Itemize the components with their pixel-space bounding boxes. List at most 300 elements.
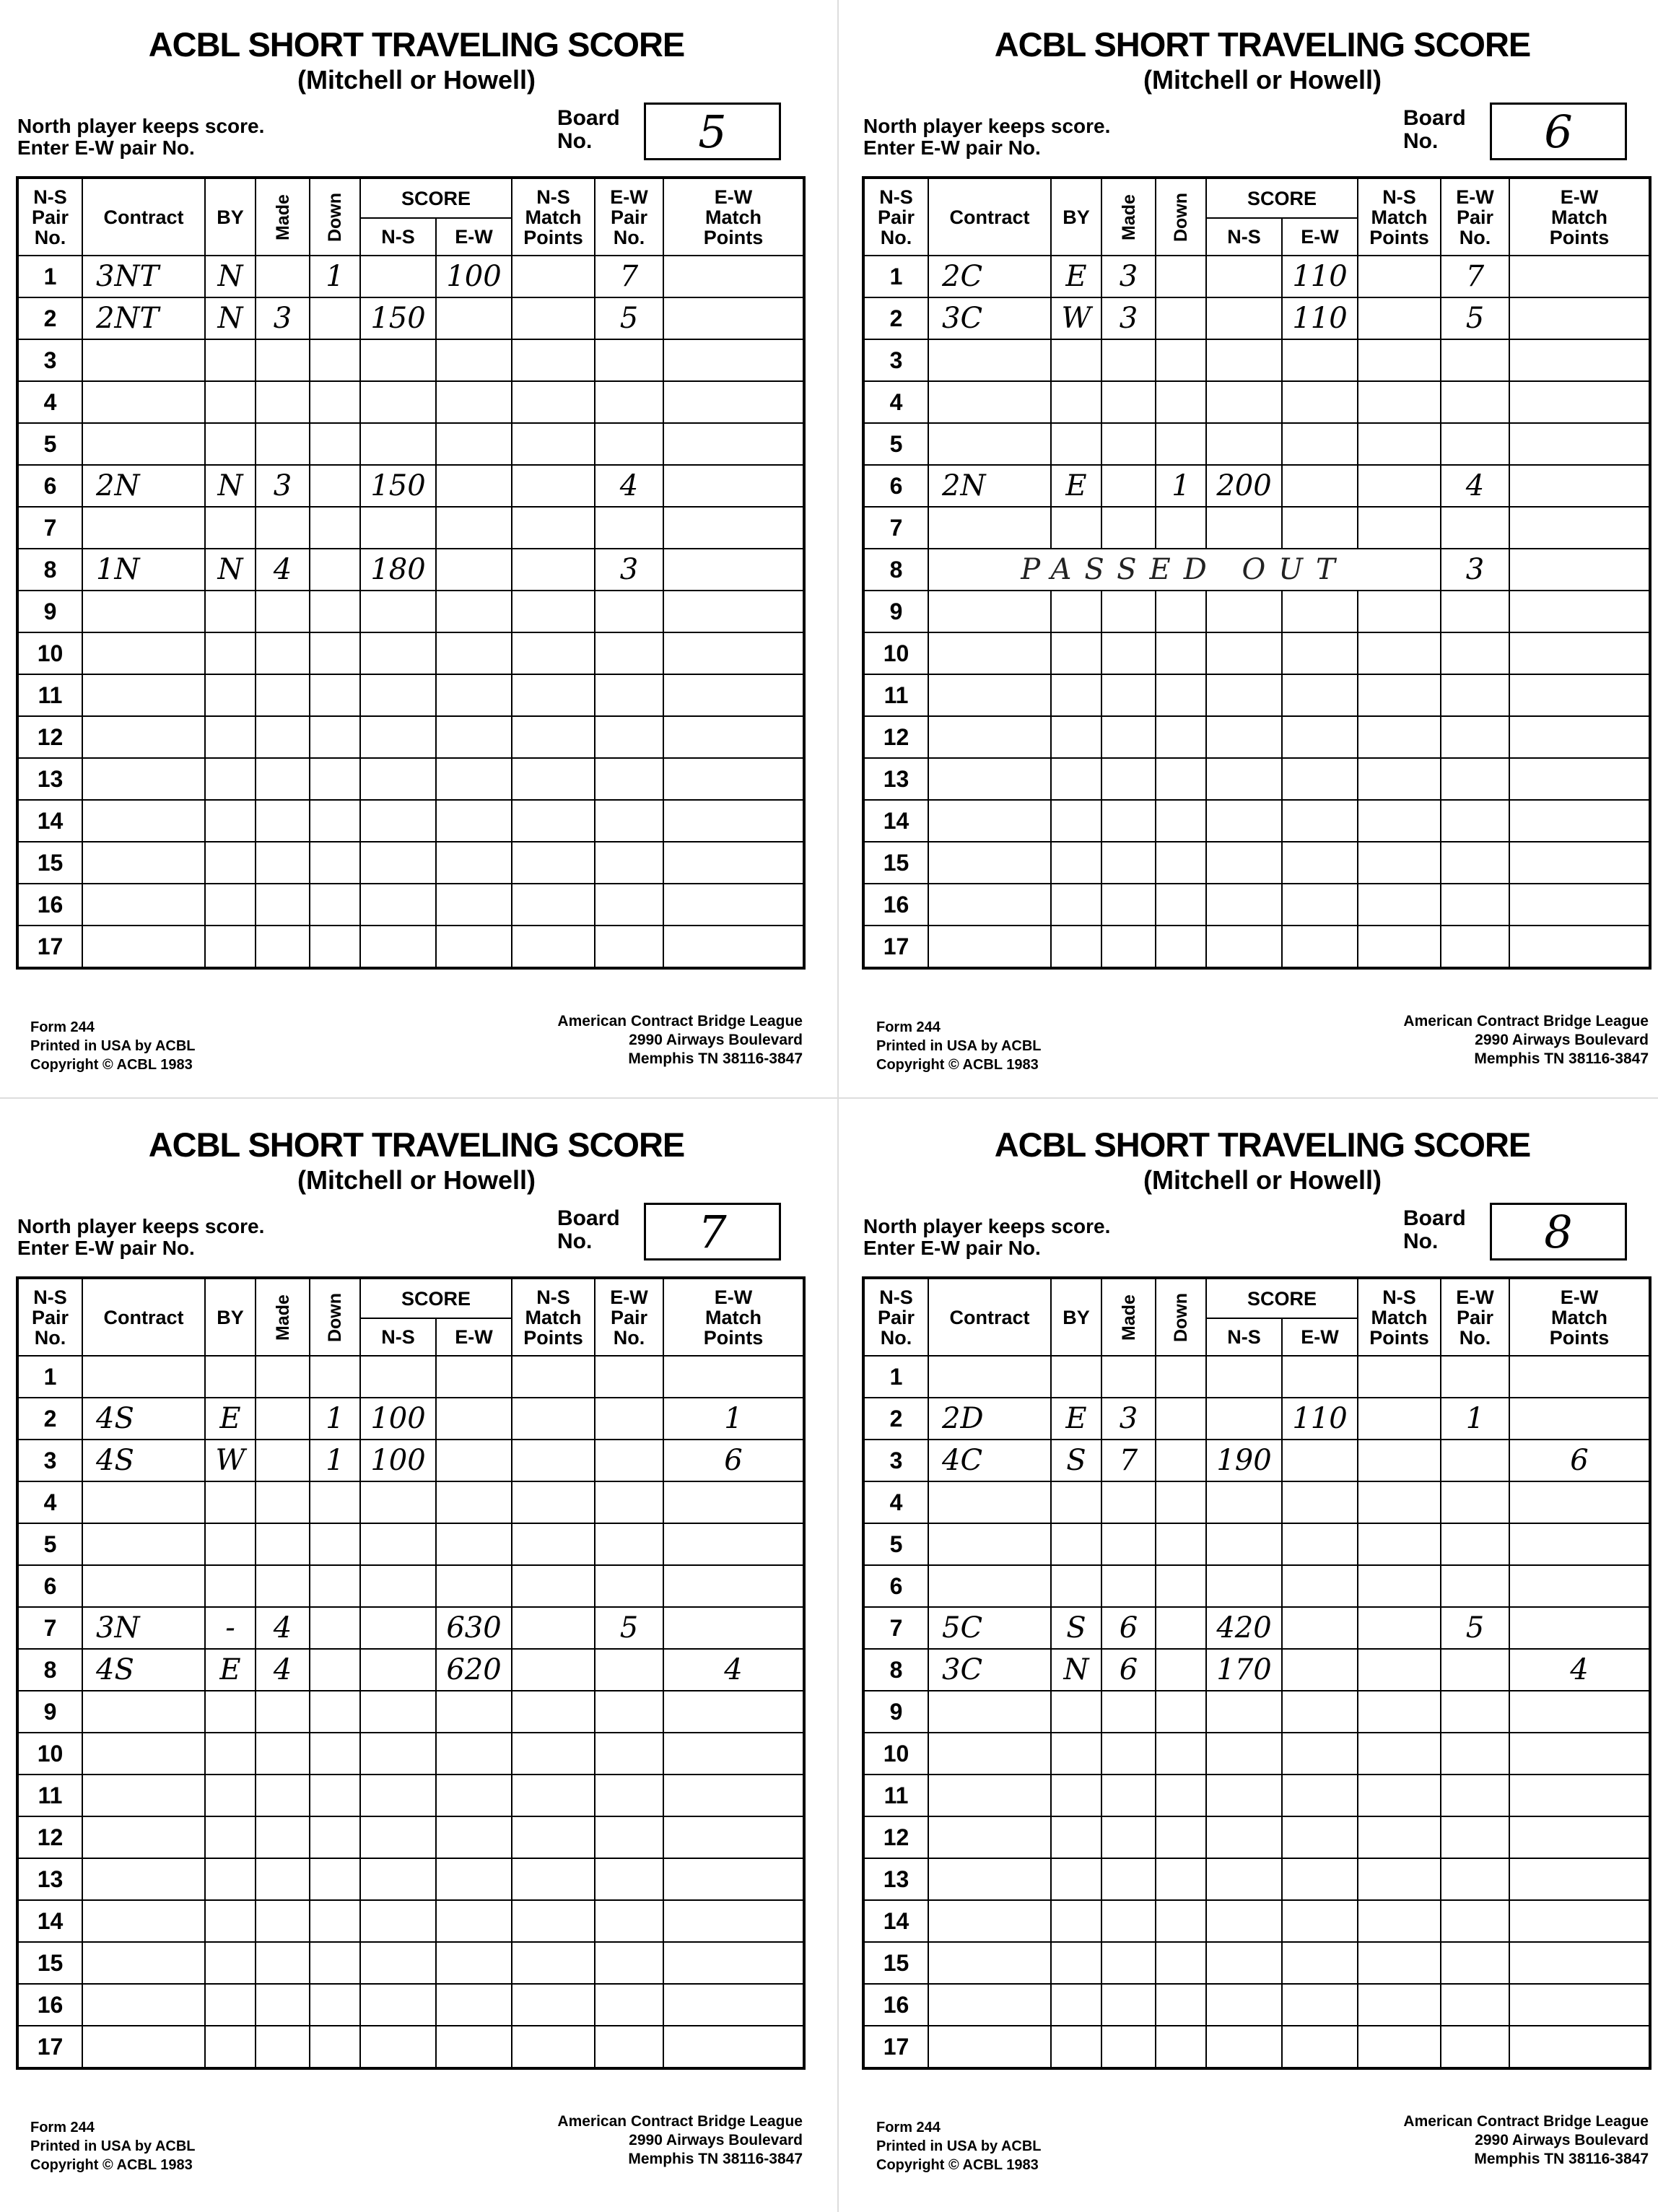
- ew-cell[interactable]: [1282, 1775, 1358, 1816]
- ewpair-cell[interactable]: [1441, 1900, 1509, 1942]
- ns-cell[interactable]: [1206, 1733, 1282, 1775]
- ns-cell[interactable]: [1206, 1691, 1282, 1733]
- ns-cell[interactable]: 100: [360, 1440, 436, 1481]
- made-cell[interactable]: [256, 1733, 310, 1775]
- ew-cell[interactable]: 630: [436, 1607, 512, 1649]
- contract-cell[interactable]: [928, 423, 1051, 465]
- by-cell[interactable]: [205, 758, 256, 800]
- contract-cell[interactable]: 4S: [82, 1440, 205, 1481]
- made-cell[interactable]: [256, 1816, 310, 1858]
- down-cell[interactable]: [1156, 297, 1206, 339]
- ewpair-cell[interactable]: [1441, 1356, 1509, 1398]
- down-cell[interactable]: [310, 674, 360, 716]
- nsmp-cell[interactable]: [512, 1356, 595, 1398]
- made-cell[interactable]: 3: [1101, 256, 1156, 297]
- by-cell[interactable]: [1051, 339, 1101, 381]
- board-number-box[interactable]: [644, 103, 781, 160]
- ewmp-cell[interactable]: [1509, 1523, 1650, 1565]
- by-cell[interactable]: W: [205, 1440, 256, 1481]
- ew-cell[interactable]: [1282, 1858, 1358, 1900]
- down-cell[interactable]: [310, 1942, 360, 1984]
- nsmp-cell[interactable]: [512, 884, 595, 926]
- ewmp-cell[interactable]: [663, 339, 804, 381]
- nsmp-cell[interactable]: [512, 1691, 595, 1733]
- ew-cell[interactable]: [1282, 381, 1358, 423]
- ewmp-cell[interactable]: [663, 1691, 804, 1733]
- by-cell[interactable]: [1051, 1691, 1101, 1733]
- down-cell[interactable]: [310, 1523, 360, 1565]
- ns-cell[interactable]: 150: [360, 465, 436, 507]
- ns-cell[interactable]: [1206, 507, 1282, 549]
- ewpair-cell[interactable]: [595, 1649, 663, 1691]
- ewpair-cell[interactable]: [1441, 884, 1509, 926]
- made-cell[interactable]: [256, 1942, 310, 1984]
- ew-cell[interactable]: [436, 800, 512, 842]
- contract-cell[interactable]: [928, 884, 1051, 926]
- by-cell[interactable]: [205, 1900, 256, 1942]
- ew-cell[interactable]: [436, 674, 512, 716]
- by-cell[interactable]: E: [205, 1398, 256, 1440]
- nsmp-cell[interactable]: [512, 1607, 595, 1649]
- ewmp-cell[interactable]: [1509, 1398, 1650, 1440]
- ns-cell[interactable]: [1206, 884, 1282, 926]
- nsmp-cell[interactable]: [512, 423, 595, 465]
- by-cell[interactable]: [1051, 842, 1101, 884]
- made-cell[interactable]: [256, 1691, 310, 1733]
- made-cell[interactable]: 3: [1101, 297, 1156, 339]
- made-cell[interactable]: [1101, 758, 1156, 800]
- nsmp-cell[interactable]: [1358, 1858, 1441, 1900]
- nsmp-cell[interactable]: [512, 1398, 595, 1440]
- nsmp-cell[interactable]: [1358, 1733, 1441, 1775]
- contract-cell[interactable]: [928, 381, 1051, 423]
- ewmp-cell[interactable]: [663, 1565, 804, 1607]
- ew-cell[interactable]: [436, 1481, 512, 1523]
- ns-cell[interactable]: [360, 1649, 436, 1691]
- ew-cell[interactable]: [1282, 1649, 1358, 1691]
- contract-cell[interactable]: [928, 1942, 1051, 1984]
- ewpair-cell[interactable]: [1441, 1816, 1509, 1858]
- made-cell[interactable]: [1101, 507, 1156, 549]
- made-cell[interactable]: [1101, 423, 1156, 465]
- ew-cell[interactable]: [436, 1398, 512, 1440]
- ewmp-cell[interactable]: [663, 1984, 804, 2026]
- made-cell[interactable]: [1101, 1900, 1156, 1942]
- ew-cell[interactable]: [1282, 423, 1358, 465]
- ew-cell[interactable]: [436, 1942, 512, 1984]
- ew-pair-cell[interactable]: 3: [1441, 549, 1509, 591]
- ewpair-cell[interactable]: [1441, 674, 1509, 716]
- ewpair-cell[interactable]: [595, 381, 663, 423]
- ns-cell[interactable]: [360, 507, 436, 549]
- ns-cell[interactable]: [360, 1481, 436, 1523]
- by-cell[interactable]: S: [1051, 1440, 1101, 1481]
- by-cell[interactable]: -: [205, 1607, 256, 1649]
- ew-cell[interactable]: [436, 1691, 512, 1733]
- ewmp-cell[interactable]: [663, 1607, 804, 1649]
- nsmp-cell[interactable]: [1358, 591, 1441, 632]
- by-cell[interactable]: [1051, 884, 1101, 926]
- ewmp-cell[interactable]: [1509, 507, 1650, 549]
- ewpair-cell[interactable]: [1441, 591, 1509, 632]
- contract-cell[interactable]: [928, 507, 1051, 549]
- ewpair-cell[interactable]: [1441, 1733, 1509, 1775]
- ewpair-cell[interactable]: [595, 926, 663, 968]
- nsmp-cell[interactable]: [512, 2026, 595, 2068]
- contract-cell[interactable]: [928, 1900, 1051, 1942]
- contract-cell[interactable]: 2N: [82, 465, 205, 507]
- by-cell[interactable]: [205, 1733, 256, 1775]
- made-cell[interactable]: [1101, 1858, 1156, 1900]
- nsmp-cell[interactable]: [1358, 926, 1441, 968]
- by-cell[interactable]: [205, 800, 256, 842]
- down-cell[interactable]: [310, 423, 360, 465]
- down-cell[interactable]: [310, 339, 360, 381]
- down-cell[interactable]: [1156, 1733, 1206, 1775]
- ew-cell[interactable]: 110: [1282, 1398, 1358, 1440]
- nsmp-cell[interactable]: [1358, 842, 1441, 884]
- by-cell[interactable]: [205, 381, 256, 423]
- ewpair-cell[interactable]: [595, 1900, 663, 1942]
- made-cell[interactable]: [1101, 1523, 1156, 1565]
- contract-cell[interactable]: [928, 1481, 1051, 1523]
- ewmp-cell[interactable]: [1509, 1858, 1650, 1900]
- ew-cell[interactable]: [436, 1733, 512, 1775]
- ew-cell[interactable]: [436, 549, 512, 591]
- ewpair-cell[interactable]: [595, 1356, 663, 1398]
- down-cell[interactable]: [310, 591, 360, 632]
- contract-cell[interactable]: [82, 1984, 205, 2026]
- contract-cell[interactable]: 5C: [928, 1607, 1051, 1649]
- ew-cell[interactable]: 100: [436, 256, 512, 297]
- ewpair-cell[interactable]: [595, 1440, 663, 1481]
- by-cell[interactable]: [1051, 1775, 1101, 1816]
- made-cell[interactable]: 6: [1101, 1649, 1156, 1691]
- ewmp-cell[interactable]: [663, 1858, 804, 1900]
- contract-cell[interactable]: [928, 1691, 1051, 1733]
- made-cell[interactable]: 3: [1101, 1398, 1156, 1440]
- nsmp-cell[interactable]: [1358, 674, 1441, 716]
- ew-cell[interactable]: 110: [1282, 297, 1358, 339]
- contract-cell[interactable]: [82, 423, 205, 465]
- made-cell[interactable]: [256, 381, 310, 423]
- ew-cell[interactable]: [1282, 842, 1358, 884]
- by-cell[interactable]: [1051, 716, 1101, 758]
- made-cell[interactable]: [1101, 632, 1156, 674]
- made-cell[interactable]: [256, 1481, 310, 1523]
- ns-cell[interactable]: [1206, 842, 1282, 884]
- contract-cell[interactable]: [82, 1481, 205, 1523]
- ns-cell[interactable]: 150: [360, 297, 436, 339]
- by-cell[interactable]: E: [1051, 1398, 1101, 1440]
- contract-cell[interactable]: [928, 800, 1051, 842]
- ew-cell[interactable]: [436, 591, 512, 632]
- contract-cell[interactable]: 3NT: [82, 256, 205, 297]
- down-cell[interactable]: [310, 381, 360, 423]
- ns-cell[interactable]: [1206, 2026, 1282, 2068]
- ewpair-cell[interactable]: [1441, 632, 1509, 674]
- ns-cell[interactable]: [360, 926, 436, 968]
- ew-cell[interactable]: [1282, 1481, 1358, 1523]
- ns-cell[interactable]: [360, 1900, 436, 1942]
- down-cell[interactable]: [310, 507, 360, 549]
- nsmp-cell[interactable]: [1358, 1565, 1441, 1607]
- nsmp-cell[interactable]: [1358, 1942, 1441, 1984]
- down-cell[interactable]: [1156, 1607, 1206, 1649]
- ewmp-cell[interactable]: [1509, 423, 1650, 465]
- contract-cell[interactable]: [928, 842, 1051, 884]
- nsmp-cell[interactable]: [512, 381, 595, 423]
- made-cell[interactable]: 4: [256, 1649, 310, 1691]
- nsmp-cell[interactable]: [512, 842, 595, 884]
- ew-cell[interactable]: [436, 339, 512, 381]
- ns-cell[interactable]: [1206, 591, 1282, 632]
- made-cell[interactable]: [256, 256, 310, 297]
- ewpair-cell[interactable]: 5: [1441, 1607, 1509, 1649]
- by-cell[interactable]: [1051, 1356, 1101, 1398]
- by-cell[interactable]: [1051, 1900, 1101, 1942]
- ewmp-cell[interactable]: [663, 1942, 804, 1984]
- by-cell[interactable]: S: [1051, 1607, 1101, 1649]
- nsmp-cell[interactable]: [512, 1942, 595, 1984]
- ns-cell[interactable]: [1206, 1398, 1282, 1440]
- ew-cell[interactable]: [1282, 1733, 1358, 1775]
- down-cell[interactable]: 1: [1156, 465, 1206, 507]
- down-cell[interactable]: [1156, 926, 1206, 968]
- ew-cell[interactable]: [1282, 1607, 1358, 1649]
- nsmp-cell[interactable]: [1358, 1691, 1441, 1733]
- ewpair-cell[interactable]: 7: [595, 256, 663, 297]
- nsmp-cell[interactable]: [512, 549, 595, 591]
- ew-cell[interactable]: [436, 507, 512, 549]
- by-cell[interactable]: [205, 1565, 256, 1607]
- nsmp-cell[interactable]: [1358, 632, 1441, 674]
- ewpair-cell[interactable]: [595, 1733, 663, 1775]
- by-cell[interactable]: [1051, 1523, 1101, 1565]
- contract-cell[interactable]: [928, 1523, 1051, 1565]
- by-cell[interactable]: [205, 1775, 256, 1816]
- nsmp-cell[interactable]: [1358, 884, 1441, 926]
- nsmp-cell[interactable]: [512, 297, 595, 339]
- contract-cell[interactable]: [82, 716, 205, 758]
- contract-cell[interactable]: 3N: [82, 1607, 205, 1649]
- nsmp-cell[interactable]: [1358, 1900, 1441, 1942]
- ewmp-cell[interactable]: [663, 1733, 804, 1775]
- ns-cell[interactable]: [1206, 423, 1282, 465]
- down-cell[interactable]: [310, 1649, 360, 1691]
- ewmp-cell[interactable]: [663, 297, 804, 339]
- ewpair-cell[interactable]: [1441, 800, 1509, 842]
- contract-cell[interactable]: [82, 632, 205, 674]
- ewmp-cell[interactable]: [663, 884, 804, 926]
- ew-cell[interactable]: [1282, 800, 1358, 842]
- ewmp-cell[interactable]: 4: [663, 1649, 804, 1691]
- down-cell[interactable]: [310, 1984, 360, 2026]
- ewpair-cell[interactable]: 5: [595, 297, 663, 339]
- down-cell[interactable]: [310, 1481, 360, 1523]
- down-cell[interactable]: [310, 884, 360, 926]
- down-cell[interactable]: [1156, 1984, 1206, 2026]
- nsmp-cell[interactable]: [512, 591, 595, 632]
- made-cell[interactable]: [1101, 884, 1156, 926]
- down-cell[interactable]: [310, 1356, 360, 1398]
- ew-cell[interactable]: [1282, 1440, 1358, 1481]
- down-cell[interactable]: [310, 2026, 360, 2068]
- nsmp-cell[interactable]: [512, 1900, 595, 1942]
- by-cell[interactable]: [1051, 1942, 1101, 1984]
- made-cell[interactable]: 3: [256, 465, 310, 507]
- nsmp-cell[interactable]: [1358, 423, 1441, 465]
- ns-cell[interactable]: [1206, 674, 1282, 716]
- nsmp-cell[interactable]: [1358, 297, 1441, 339]
- nsmp-cell[interactable]: [1358, 256, 1441, 297]
- ew-cell[interactable]: [436, 1440, 512, 1481]
- by-cell[interactable]: E: [1051, 465, 1101, 507]
- ns-cell[interactable]: [1206, 1565, 1282, 1607]
- ewpair-cell[interactable]: [1441, 758, 1509, 800]
- by-cell[interactable]: [205, 1481, 256, 1523]
- ewmp-cell[interactable]: [1509, 1607, 1650, 1649]
- nsmp-cell[interactable]: [512, 465, 595, 507]
- made-cell[interactable]: [1101, 716, 1156, 758]
- down-cell[interactable]: [1156, 1523, 1206, 1565]
- ewpair-cell[interactable]: [595, 339, 663, 381]
- ewpair-cell[interactable]: [1441, 1942, 1509, 1984]
- ewpair-cell[interactable]: [595, 1775, 663, 1816]
- by-cell[interactable]: [205, 674, 256, 716]
- nsmp-cell[interactable]: [1358, 507, 1441, 549]
- ns-cell[interactable]: [360, 800, 436, 842]
- contract-cell[interactable]: [928, 1984, 1051, 2026]
- ewpair-cell[interactable]: [595, 1942, 663, 1984]
- down-cell[interactable]: [310, 758, 360, 800]
- down-cell[interactable]: [1156, 2026, 1206, 2068]
- contract-cell[interactable]: [82, 1523, 205, 1565]
- ns-cell[interactable]: [1206, 1356, 1282, 1398]
- nsmp-cell[interactable]: [1358, 1356, 1441, 1398]
- ns-cell[interactable]: [360, 1733, 436, 1775]
- down-cell[interactable]: 1: [310, 1440, 360, 1481]
- ns-cell[interactable]: [360, 1775, 436, 1816]
- made-cell[interactable]: [256, 1440, 310, 1481]
- ewmp-cell[interactable]: [1509, 339, 1650, 381]
- ewmp-cell[interactable]: [1509, 1900, 1650, 1942]
- nsmp-cell[interactable]: [512, 1565, 595, 1607]
- ew-cell[interactable]: [1282, 1942, 1358, 1984]
- contract-cell[interactable]: [82, 842, 205, 884]
- ewmp-cell[interactable]: 1: [663, 1398, 804, 1440]
- by-cell[interactable]: N: [205, 297, 256, 339]
- by-cell[interactable]: [1051, 674, 1101, 716]
- ns-cell[interactable]: [1206, 800, 1282, 842]
- ewpair-cell[interactable]: 7: [1441, 256, 1509, 297]
- contract-cell[interactable]: [928, 758, 1051, 800]
- ew-cell[interactable]: [436, 1775, 512, 1816]
- down-cell[interactable]: [1156, 842, 1206, 884]
- made-cell[interactable]: [256, 800, 310, 842]
- ns-cell[interactable]: [1206, 381, 1282, 423]
- ns-cell[interactable]: [360, 632, 436, 674]
- contract-cell[interactable]: 4S: [82, 1649, 205, 1691]
- ewpair-cell[interactable]: [1441, 926, 1509, 968]
- ewmp-cell[interactable]: [663, 674, 804, 716]
- made-cell[interactable]: 6: [1101, 1607, 1156, 1649]
- contract-cell[interactable]: [82, 339, 205, 381]
- passed-out-entry[interactable]: PASSED OUT: [928, 549, 1441, 591]
- nsmp-cell[interactable]: [512, 800, 595, 842]
- ns-cell[interactable]: [1206, 297, 1282, 339]
- nsmp-cell[interactable]: [1358, 1984, 1441, 2026]
- down-cell[interactable]: [1156, 716, 1206, 758]
- ew-cell[interactable]: [436, 1565, 512, 1607]
- contract-cell[interactable]: [82, 2026, 205, 2068]
- down-cell[interactable]: [1156, 674, 1206, 716]
- down-cell[interactable]: 1: [310, 1398, 360, 1440]
- contract-cell[interactable]: [928, 1775, 1051, 1816]
- by-cell[interactable]: [205, 2026, 256, 2068]
- ns-cell[interactable]: [360, 423, 436, 465]
- ew-cell[interactable]: [436, 297, 512, 339]
- by-cell[interactable]: [205, 842, 256, 884]
- ew-cell[interactable]: [436, 423, 512, 465]
- ew-cell[interactable]: [1282, 632, 1358, 674]
- made-cell[interactable]: [1101, 339, 1156, 381]
- nsmp-cell[interactable]: [512, 1440, 595, 1481]
- down-cell[interactable]: [310, 297, 360, 339]
- contract-cell[interactable]: 4C: [928, 1440, 1051, 1481]
- by-cell[interactable]: [1051, 758, 1101, 800]
- ewmp-cell[interactable]: [663, 591, 804, 632]
- ewpair-cell[interactable]: [1441, 381, 1509, 423]
- made-cell[interactable]: [1101, 1816, 1156, 1858]
- down-cell[interactable]: [310, 549, 360, 591]
- ns-cell[interactable]: [360, 674, 436, 716]
- contract-cell[interactable]: 1N: [82, 549, 205, 591]
- made-cell[interactable]: [1101, 800, 1156, 842]
- ew-cell[interactable]: [436, 1984, 512, 2026]
- ew-cell[interactable]: [1282, 1816, 1358, 1858]
- ewmp-cell[interactable]: [663, 842, 804, 884]
- by-cell[interactable]: [1051, 1858, 1101, 1900]
- ew-cell[interactable]: [1282, 507, 1358, 549]
- ewpair-cell[interactable]: [1441, 1523, 1509, 1565]
- ns-cell[interactable]: [360, 1356, 436, 1398]
- down-cell[interactable]: [1156, 1565, 1206, 1607]
- ewmp-cell[interactable]: [663, 716, 804, 758]
- down-cell[interactable]: [310, 842, 360, 884]
- ewmp-cell[interactable]: [663, 1900, 804, 1942]
- ewmp-cell[interactable]: [663, 1816, 804, 1858]
- board-number-box[interactable]: [644, 1203, 781, 1260]
- contract-cell[interactable]: [928, 2026, 1051, 2068]
- ns-cell[interactable]: [1206, 632, 1282, 674]
- by-cell[interactable]: [205, 926, 256, 968]
- ewmp-cell[interactable]: [663, 381, 804, 423]
- made-cell[interactable]: [256, 1858, 310, 1900]
- contract-cell[interactable]: 2C: [928, 256, 1051, 297]
- contract-cell[interactable]: 2D: [928, 1398, 1051, 1440]
- ew-cell[interactable]: [1282, 926, 1358, 968]
- ew-cell[interactable]: [1282, 716, 1358, 758]
- nsmp-cell[interactable]: [1358, 1607, 1441, 1649]
- nsmp-cell[interactable]: [512, 1775, 595, 1816]
- ns-cell[interactable]: [360, 884, 436, 926]
- ewpair-cell[interactable]: [1441, 339, 1509, 381]
- made-cell[interactable]: [256, 1984, 310, 2026]
- by-cell[interactable]: [1051, 632, 1101, 674]
- ewpair-cell[interactable]: [595, 507, 663, 549]
- made-cell[interactable]: [1101, 381, 1156, 423]
